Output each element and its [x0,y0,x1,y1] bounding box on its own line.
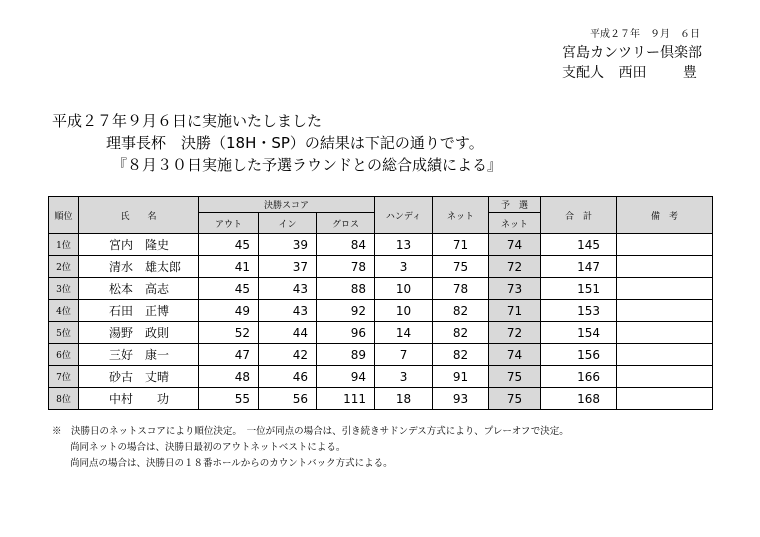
player-name: 三好 康一 [79,344,199,366]
header-name: 氏 名 [79,197,199,234]
in-score: 44 [259,322,317,344]
table-row [49,256,713,278]
handicap: 10 [375,278,433,300]
header-prelim-net: ネット [489,213,541,234]
handicap: 18 [375,388,433,410]
net-score: 82 [433,300,489,322]
intro-line-2: 理事長杯 決勝（18H・SP）の結果は下記の通りです。 [106,134,484,152]
rank-cell: 5位 [49,322,79,344]
table-row [49,278,713,300]
out-score: 49 [199,300,259,322]
rank-cell: 6位 [49,344,79,366]
out-score: 48 [199,366,259,388]
prelim-net-score: 72 [489,256,541,278]
header-final-score: 決勝スコア [199,197,375,213]
in-score: 43 [259,278,317,300]
gross-score: 92 [317,300,375,322]
rank-cell: 2位 [49,256,79,278]
prelim-net-score: 75 [489,388,541,410]
total-score: 154 [541,322,617,344]
total-score: 145 [541,234,617,256]
in-score: 37 [259,256,317,278]
gross-score: 96 [317,322,375,344]
prelim-net-score: 74 [489,344,541,366]
in-score: 42 [259,344,317,366]
remarks-cell [617,256,713,278]
total-score: 147 [541,256,617,278]
gross-score: 78 [317,256,375,278]
table-row [49,322,713,344]
out-score: 47 [199,344,259,366]
intro-line-3: 『８月３０日実施した予選ラウンドとの総合成績による』 [112,156,503,174]
remarks-cell [617,278,713,300]
document-date: 平成２７年 ９月 ６日 [590,29,700,40]
out-score: 41 [199,256,259,278]
total-score: 153 [541,300,617,322]
net-score: 93 [433,388,489,410]
remarks-cell [617,366,713,388]
handicap: 3 [375,366,433,388]
prelim-net-score: 71 [489,300,541,322]
out-score: 45 [199,234,259,256]
manager-surname: 西田 [618,65,647,81]
player-name: 清水 雄太郎 [79,256,199,278]
handicap: 14 [375,322,433,344]
player-name: 中村 功 [79,388,199,410]
handicap: 13 [375,234,433,256]
rank-cell: 1位 [49,234,79,256]
notes [52,424,569,472]
total-score: 151 [541,278,617,300]
net-score: 82 [433,344,489,366]
table-row [49,366,713,388]
out-score: 55 [199,388,259,410]
header-total: 合 計 [541,197,617,234]
header-gross: グロス [317,213,375,234]
header-net: ネット [433,197,489,234]
out-score: 52 [199,322,259,344]
gross-score: 94 [317,366,375,388]
in-score: 39 [259,234,317,256]
header-handicap: ハンディ [375,197,433,234]
intro-line-1: 平成２７年９月６日に実施いたしました [52,112,323,130]
header-remarks: 備 考 [617,197,713,234]
handicap: 10 [375,300,433,322]
header-in: イン [259,213,317,234]
rank-cell: 8位 [49,388,79,410]
manager-line [562,62,722,82]
gross-score: 89 [317,344,375,366]
gross-score: 84 [317,234,375,256]
net-score: 82 [433,322,489,344]
prelim-net-score: 72 [489,322,541,344]
header-out: アウト [199,213,259,234]
total-score: 156 [541,344,617,366]
rank-cell: 4位 [49,300,79,322]
handicap: 3 [375,256,433,278]
net-score: 71 [433,234,489,256]
net-score: 75 [433,256,489,278]
table-row [49,388,713,410]
total-score: 168 [541,388,617,410]
header-rank: 順位 [49,197,79,234]
manager-given-name: 豊 [682,65,697,81]
club-name: 宮島カンツリー倶楽部 [562,45,702,61]
remarks-cell [617,234,713,256]
player-name: 宮内 隆史 [79,234,199,256]
note-line-1: ※ 決勝日のネットスコアにより順位決定。 一位が同点の場合は、引き続きサドンデス方式により、プレーオフで決定。 [52,426,569,437]
player-name: 湯野 政則 [79,322,199,344]
out-score: 45 [199,278,259,300]
note-line-3: 尚同点の場合は、決勝日の１８番ホールからのカウントバック方式による。 [70,458,393,469]
player-name: 石田 正博 [79,300,199,322]
prelim-net-score: 74 [489,234,541,256]
in-score: 43 [259,300,317,322]
in-score: 46 [259,366,317,388]
remarks-cell [617,322,713,344]
results-table [48,196,713,410]
player-name: 松本 高志 [79,278,199,300]
table-row [49,300,713,322]
table-row [49,344,713,366]
net-score: 78 [433,278,489,300]
net-score: 91 [433,366,489,388]
note-line-2: 尚同ネットの場合は、決勝日最初のアウトネットベストによる。 [70,442,346,453]
rank-cell: 3位 [49,278,79,300]
player-name: 砂古 丈晴 [79,366,199,388]
gross-score: 111 [317,388,375,410]
header-prelim: 予 選 [489,197,541,213]
total-score: 166 [541,366,617,388]
handicap: 7 [375,344,433,366]
prelim-net-score: 73 [489,278,541,300]
remarks-cell [617,388,713,410]
gross-score: 88 [317,278,375,300]
prelim-net-score: 75 [489,366,541,388]
in-score: 56 [259,388,317,410]
rank-cell: 7位 [49,366,79,388]
remarks-cell [617,344,713,366]
remarks-cell [617,300,713,322]
table-row [49,234,713,256]
manager-role: 支配人 [562,65,604,81]
